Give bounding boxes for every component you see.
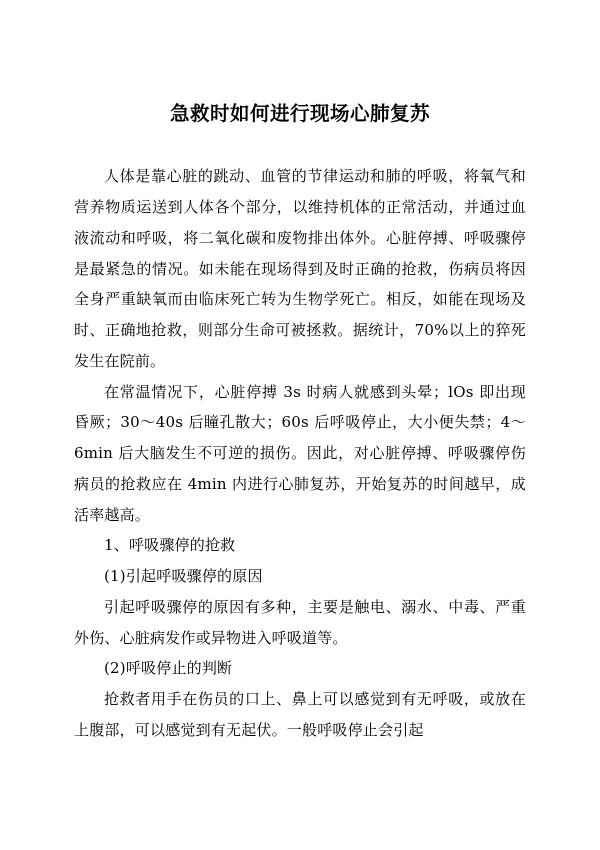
page-content (74, 0, 526, 746)
paragraph-3: 1、呼吸骤停的抢救 (104, 536, 236, 555)
paragraph-4: (1)引起呼吸骤停的原因 (104, 567, 263, 586)
paragraph-2: 在常温情况下，心脏停搏 3s 时病人就感到头晕；lOs 即出现昏厥；30～40s 后瞳孔散大；60s 后呼吸停止，大小便失禁；4～6min 后大脑发生不可逆的损伤。因此，对心脏停搏、呼吸骤停伤病员的抢救应在 4min 内进行心肺复苏，开始复苏的时间越早，成活率越高。 (74, 382, 526, 524)
document-body (74, 161, 526, 745)
paragraph-5: 引起呼吸骤停的原因有多种，主要是触电、溺水、中毒、严重外伤、心脏病发作或异物进入呼吸道等。 (74, 597, 526, 647)
paragraph-7: 抢救者用手在伤员的口上、鼻上可以感觉到有无呼吸，或放在上腹部，可以感觉到有无起伏。一般呼吸停止会引起 (74, 690, 526, 739)
paragraph-1: 人体是靠心脏的跳动、血管的节律运动和肺的呼吸，将氧气和营养物质运送到人体各个部分，以维持机体的正常活动，并通过血液流动和呼吸，将二氧化碳和废物排出体外。心脏停搏、呼吸骤停是最紧急的情况。如未能在现场得到及时正确的抢救，伤病员将因全身严重缺氧而由临床死亡转为生物学死亡。相反，如能在现场及时、正确地抢救，则部分生命可被拯救。据统计，70%以上的猝死发生在院前。 (74, 167, 526, 370)
page-title: 急救时如何进行现场心肺复苏 (169, 102, 430, 125)
paragraph-6: (2)呼吸停止的判断 (104, 659, 233, 678)
